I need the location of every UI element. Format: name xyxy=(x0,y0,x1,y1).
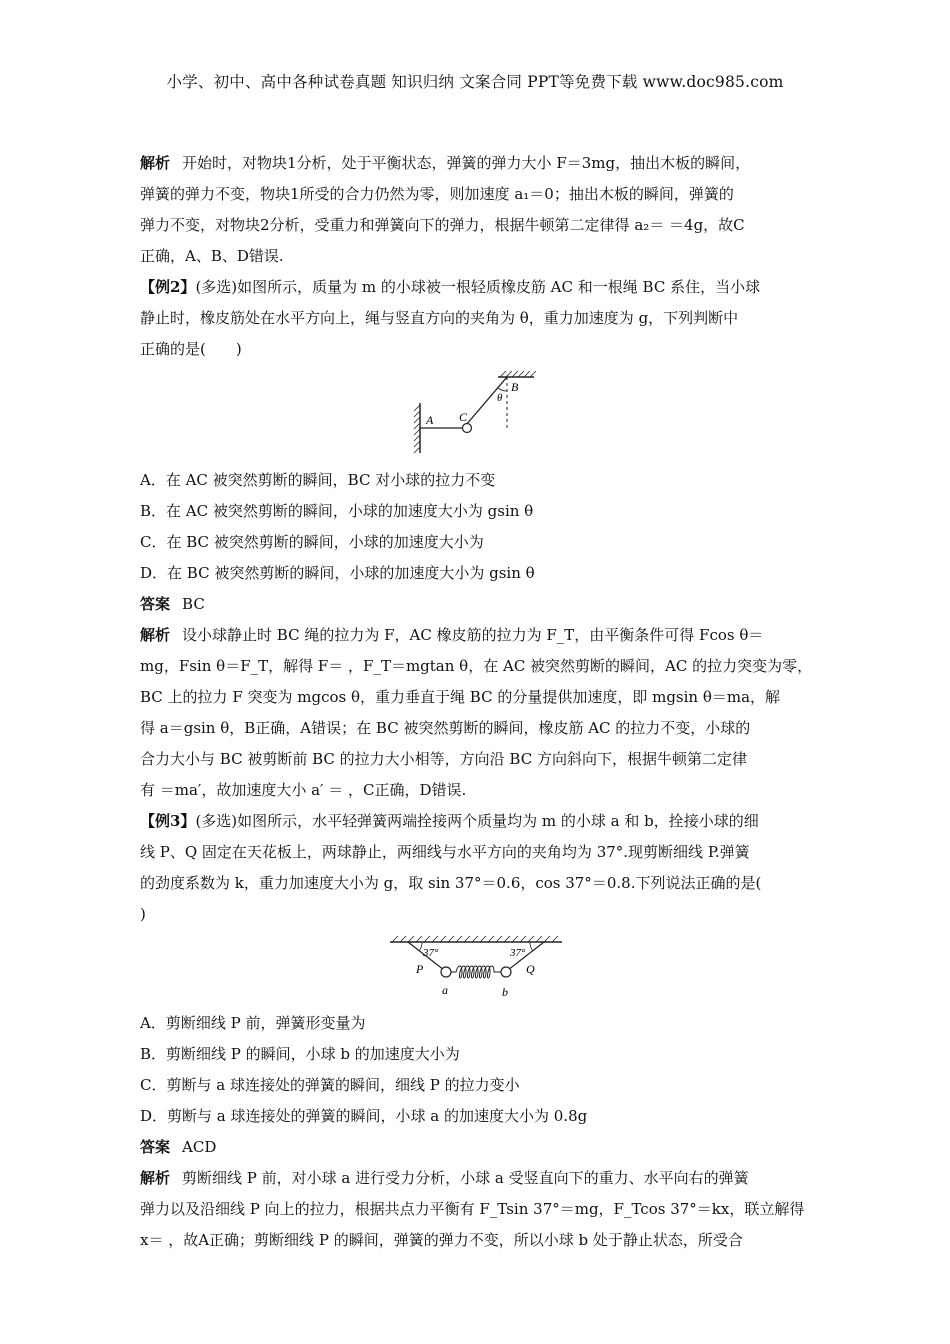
answer-tag: 答案 xyxy=(140,595,171,613)
option-b: B．剪断细线 P 的瞬间，小球 b 的加速度大小为 xyxy=(140,1045,460,1063)
answer-line xyxy=(140,589,812,620)
theta-arc xyxy=(498,388,507,391)
ball xyxy=(463,424,472,433)
analysis-line xyxy=(140,620,812,651)
figure-example-3 xyxy=(140,934,812,1002)
label-p: P xyxy=(416,962,424,976)
analysis-text: 剪断细线 P 前，对小球 a 进行受力分析，小球 a 受竖直向下的重力、水平向右的弹簧 xyxy=(182,1169,749,1187)
question-text: (多选)如图所示，水平轻弹簧两端拴接两个质量均为 m 的小球 a 和 b，拴接小球的细 xyxy=(195,812,759,830)
option-d: D．剪断与 a 球连接处的弹簧的瞬间，小球 a 的加速度大小为 0.8g xyxy=(140,1107,588,1125)
analysis-tag: 解析 xyxy=(140,154,171,172)
analysis-line: 弹力不变，对物块2分析，受重力和弹簧向下的弹力，根据牛顿第二定律得 a₂＝ ＝4g，故C xyxy=(140,216,745,234)
analysis-line: BC 上的拉力 F 突变为 mgcos θ，重力垂直于绳 BC 的分量提供加速度，即 mgsin θ＝ma，解 xyxy=(140,688,781,706)
label-theta: θ xyxy=(497,392,503,404)
option-c: C．剪断与 a 球连接处的弹簧的瞬间，细线 P 的拉力变小 xyxy=(140,1076,520,1094)
example-2 xyxy=(140,272,812,365)
question-line: 线 P、Q 固定在天花板上，两球静止，两细线与水平方向的夹角均为 37°.现剪断细线 P.弹簧 xyxy=(140,843,750,861)
option-a: A．剪断细线 P 前，弹簧形变量为 xyxy=(140,1014,366,1032)
answer-line xyxy=(140,1132,812,1163)
label-b: b xyxy=(502,985,508,999)
example-label: 【例2】 xyxy=(140,278,196,296)
option-d: D．在 BC 被突然剪断的瞬间，小球的加速度大小为 gsin θ xyxy=(140,564,535,582)
question-line xyxy=(140,272,812,303)
analysis-line: 合力大小与 BC 被剪断前 BC 的拉力大小相等，方向沿 BC 方向斜向下，根据牛顿第二定律 xyxy=(140,750,747,768)
analysis-line: 弹力以及沿细线 P 向上的拉力，根据共点力平衡有 F_Tsin 37°＝mg，F_Tcos 37°＝kx，联立解得 xyxy=(140,1200,805,1218)
spring xyxy=(451,966,501,978)
analysis-example-2 xyxy=(140,620,812,806)
analysis-example-3 xyxy=(140,1163,812,1256)
figure-example-2 xyxy=(140,369,812,459)
document-body xyxy=(140,148,812,1256)
question-line: 正确的是( ) xyxy=(140,340,242,358)
analysis-tag: 解析 xyxy=(140,626,171,644)
analysis-line: 得 a＝gsin θ，B正确，A错误；在 BC 被突然剪断的瞬间，橡皮筋 AC 的拉力不变，小球的 xyxy=(140,719,751,737)
label-b: B xyxy=(511,380,519,394)
angle-arc-left xyxy=(419,942,422,951)
example-label: 【例3】 xyxy=(140,812,196,830)
question-text: (多选)如图所示，质量为 m 的小球被一根轻质橡皮筋 AC 和一根绳 BC 系住，当小球 xyxy=(195,278,761,296)
label-angle-left: 37° xyxy=(423,947,439,959)
ceiling-hatching xyxy=(500,371,536,377)
question-line xyxy=(140,806,812,837)
analysis-line: 弹簧的弹力不变，物块1所受的合力仍然为零，则加速度 a₁＝0；抽出木板的瞬间，弹簧的 xyxy=(140,185,734,203)
question-line: 静止时，橡皮筋处在水平方向上，绳与竖直方向的夹角为 θ，重力加速度为 g，下列判断中 xyxy=(140,309,739,327)
analysis-line xyxy=(140,148,812,179)
option-b: B．在 AC 被突然剪断的瞬间，小球的加速度大小为 gsin θ xyxy=(140,502,534,520)
label-angle-right: 37° xyxy=(510,947,526,959)
answer-tag: 答案 xyxy=(140,1138,171,1156)
option-a: A．在 AC 被突然剪断的瞬间，BC 对小球的拉力不变 xyxy=(140,471,496,489)
answer-value: ACD xyxy=(182,1138,217,1156)
label-a: a xyxy=(442,983,448,997)
analysis-previous xyxy=(140,148,812,272)
spring-two-balls-diagram xyxy=(386,934,566,1002)
analysis-line: x＝ ，故A正确；剪断细线 P 的瞬间，弹簧的弹力不变，所以小球 b 处于静止状态，所受合 xyxy=(140,1231,743,1249)
label-c: C xyxy=(459,410,468,424)
analysis-line: mg，Fsin θ＝F_T，解得 F＝ ，F_T＝mgtan θ，在 AC 被突然剪断的瞬间，AC 的拉力突变为零， xyxy=(140,657,813,675)
analysis-text: 设小球静止时 BC 绳的拉力为 F，AC 橡皮筋的拉力为 F_T，由平衡条件可得 Fcos θ＝ xyxy=(182,626,764,644)
angle-arc-right xyxy=(530,942,533,951)
question-line: ) xyxy=(140,905,146,923)
options-example-3 xyxy=(140,1008,812,1163)
label-a: A xyxy=(426,413,434,427)
wall-hatching xyxy=(414,405,420,453)
example-3 xyxy=(140,806,812,930)
options-example-2 xyxy=(140,465,812,620)
ball-a xyxy=(441,967,451,977)
analysis-text: 开始时，对物块1分析，处于平衡状态，弹簧的弹力大小 F＝3mg，抽出木板的瞬间， xyxy=(182,154,751,172)
analysis-line xyxy=(140,1163,812,1194)
label-q: Q xyxy=(526,962,535,976)
analysis-line: 有 ＝ma′，故加速度大小 a′ ＝ ，C正确，D错误. xyxy=(140,781,467,799)
option-c: C．在 BC 被突然剪断的瞬间，小球的加速度大小为 xyxy=(140,533,484,551)
analysis-line: 正确，A、B、D错误. xyxy=(140,247,284,265)
analysis-tag: 解析 xyxy=(140,1169,171,1187)
ceiling-hatching xyxy=(392,936,558,942)
answer-value: BC xyxy=(182,595,205,613)
ball-b xyxy=(501,967,511,977)
rubber-band-rope-diagram xyxy=(406,369,546,459)
question-line: 的劲度系数为 k，重力加速度大小为 g，取 sin 37°＝0.6，cos 37°＝0.8.下列说法正确的是( xyxy=(140,874,762,892)
page-header: 小学、初中、高中各种试卷真题 知识归纳 文案合同 PPT等免费下载 www.doc985.com xyxy=(166,73,784,91)
